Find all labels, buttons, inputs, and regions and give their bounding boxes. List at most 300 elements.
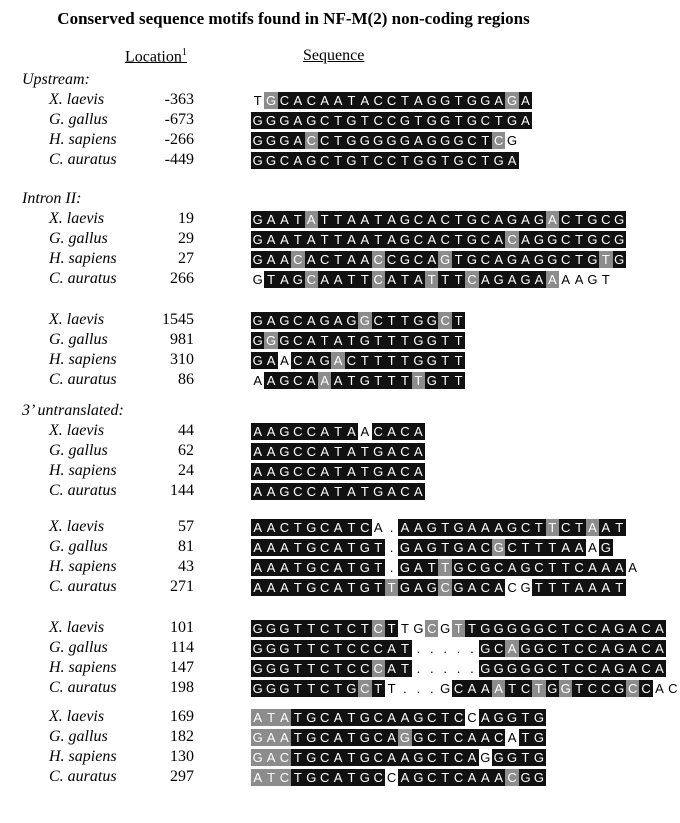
location-value: 62: [178, 442, 194, 459]
nucleotide: A: [305, 352, 318, 369]
species-name: G. gallus: [49, 538, 108, 555]
nucleotide: .: [412, 660, 425, 677]
nucleotide: C: [641, 641, 651, 656]
nucleotide: A: [412, 559, 425, 576]
nucleotide: G: [306, 520, 317, 535]
nucleotide: A: [345, 231, 358, 248]
nucleotide: G: [507, 661, 518, 676]
nucleotide: T: [572, 519, 585, 536]
nucleotide: C: [427, 710, 437, 725]
nucleotide: T: [385, 579, 398, 596]
nucleotide: T: [572, 680, 585, 697]
nucleotide: G: [346, 133, 357, 148]
nucleotide: A: [385, 231, 398, 248]
species-name: X. laevis: [49, 91, 105, 108]
nucleotide: T: [438, 519, 451, 536]
nucleotide: G: [319, 313, 330, 328]
nucleotide: A: [492, 680, 505, 697]
nucleotide: G: [399, 252, 411, 267]
nucleotide: G: [413, 153, 424, 168]
nucleotide: G: [399, 540, 411, 555]
nucleotide: C: [427, 621, 437, 636]
sequence-row: [251, 152, 519, 169]
nucleotide: G: [426, 93, 437, 108]
nucleotide: A: [385, 271, 398, 288]
nucleotide: T: [438, 559, 451, 576]
sequence-row: [251, 443, 425, 460]
nucleotide: T: [546, 579, 559, 596]
nucleotide: T: [291, 519, 304, 536]
sequence-row: [251, 92, 532, 109]
nucleotide: C: [306, 464, 316, 479]
nucleotide: C: [306, 133, 316, 148]
sequence-column-header: Sequence: [303, 47, 365, 64]
nucleotide: G: [614, 212, 625, 227]
nucleotide: G: [386, 133, 397, 148]
nucleotide: A: [385, 660, 398, 677]
nucleotide: G: [306, 540, 317, 555]
nucleotide: G: [252, 681, 263, 696]
nucleotide: G: [266, 153, 277, 168]
nucleotide: A: [305, 251, 318, 268]
species-name: H. sapiens: [49, 131, 117, 148]
nucleotide: A: [372, 519, 385, 536]
nucleotide: C: [306, 444, 316, 459]
nucleotide: T: [385, 680, 398, 697]
nucleotide: T: [613, 579, 626, 596]
nucleotide: C: [547, 661, 557, 676]
nucleotide: C: [587, 661, 598, 676]
nucleotide: C: [319, 153, 330, 168]
nucleotide: A: [331, 769, 344, 786]
nucleotide: C: [360, 520, 370, 535]
nucleotide: T: [438, 372, 451, 389]
nucleotide: T: [452, 620, 465, 637]
species-name: H. sapiens: [49, 250, 117, 267]
nucleotide: C: [641, 681, 651, 696]
species-name: H. sapiens: [49, 462, 117, 479]
nucleotide: T: [572, 211, 585, 228]
sequence-row: [251, 312, 465, 329]
nucleotide: G: [493, 621, 504, 636]
nucleotide: G: [466, 212, 477, 227]
nucleotide: T: [452, 112, 465, 129]
nucleotide: G: [440, 252, 451, 267]
nucleotide: T: [559, 620, 572, 637]
nucleotide: G: [533, 710, 544, 725]
nucleotide: C: [293, 424, 303, 439]
nucleotide: A: [412, 579, 425, 596]
nucleotide: A: [492, 211, 505, 228]
nucleotide: G: [533, 621, 544, 636]
nucleotide: G: [614, 252, 625, 267]
nucleotide: G: [426, 113, 437, 128]
nucleotide: G: [426, 520, 437, 535]
nucleotide: G: [346, 313, 357, 328]
nucleotide: T: [452, 92, 465, 109]
nucleotide: A: [492, 769, 505, 786]
section-label: Upstream:: [22, 71, 90, 88]
nucleotide: T: [291, 539, 304, 556]
nucleotide: A: [492, 92, 505, 109]
nucleotide: T: [291, 729, 304, 746]
nucleotide: G: [359, 373, 370, 388]
species-name: X. laevis: [49, 210, 105, 227]
nucleotide: A: [318, 372, 331, 389]
nucleotide: G: [373, 464, 384, 479]
nucleotide: A: [331, 92, 344, 109]
nucleotide: C: [293, 333, 303, 348]
nucleotide: T: [438, 271, 451, 288]
nucleotide: T: [291, 211, 304, 228]
nucleotide: A: [251, 559, 264, 576]
nucleotide: T: [385, 620, 398, 637]
nucleotide: T: [291, 769, 304, 786]
nucleotide: G: [359, 710, 370, 725]
nucleotide: T: [345, 749, 358, 766]
nucleotide: A: [479, 709, 492, 726]
nucleotide: G: [587, 232, 598, 247]
nucleotide: A: [546, 211, 559, 228]
nucleotide: G: [520, 641, 531, 656]
nucleotide: A: [291, 92, 304, 109]
nucleotide: A: [398, 769, 411, 786]
nucleotide: A: [385, 443, 398, 460]
nucleotide: C: [386, 93, 397, 108]
nucleotide: G: [252, 730, 263, 745]
nucleotide: G: [413, 621, 424, 636]
nucleotide: T: [331, 152, 344, 169]
nucleotide: G: [493, 750, 504, 765]
nucleotide: T: [358, 483, 371, 500]
nucleotide: G: [279, 424, 290, 439]
sequence-row: [251, 519, 626, 536]
nucleotide: A: [626, 640, 639, 657]
nucleotide: G: [426, 373, 437, 388]
nucleotide: C: [319, 710, 330, 725]
section-label: 3’ untranslated:: [22, 402, 124, 419]
nucleotide: .: [465, 640, 478, 657]
nucleotide: A: [318, 423, 331, 440]
species-name: C. auratus: [49, 371, 117, 388]
nucleotide: T: [385, 332, 398, 349]
nucleotide: T: [331, 680, 344, 697]
location-value: 130: [170, 748, 194, 765]
nucleotide: T: [331, 112, 344, 129]
nucleotide: G: [252, 252, 263, 267]
nucleotide: G: [252, 272, 263, 287]
nucleotide: A: [345, 251, 358, 268]
location-value: 169: [170, 708, 194, 725]
nucleotide: G: [279, 621, 290, 636]
nucleotide: C: [346, 353, 357, 368]
nucleotide: G: [279, 681, 290, 696]
nucleotide: T: [345, 539, 358, 556]
nucleotide: A: [412, 443, 425, 460]
nucleotide: G: [480, 621, 491, 636]
nucleotide: T: [479, 132, 492, 149]
nucleotide: G: [533, 212, 544, 227]
nucleotide: A: [505, 640, 518, 657]
nucleotide: C: [293, 444, 303, 459]
nucleotide: .: [385, 539, 398, 556]
nucleotide: C: [319, 113, 330, 128]
nucleotide: A: [331, 749, 344, 766]
nucleotide: G: [614, 681, 625, 696]
nucleotide: A: [586, 539, 599, 556]
sequence-row: [251, 332, 465, 349]
nucleotide: .: [438, 660, 451, 677]
nucleotide: C: [373, 770, 383, 785]
nucleotide: G: [266, 661, 277, 676]
sequence-row: [251, 483, 425, 500]
sequence-row: [251, 463, 425, 480]
nucleotide: A: [318, 443, 331, 460]
nucleotide: T: [572, 231, 585, 248]
nucleotide: A: [599, 620, 612, 637]
nucleotide: G: [266, 133, 277, 148]
nucleotide: T: [291, 749, 304, 766]
location-value: 19: [178, 210, 194, 227]
nucleotide: C: [480, 113, 491, 128]
nucleotide: T: [358, 620, 371, 637]
nucleotide: T: [372, 332, 385, 349]
nucleotide: G: [480, 93, 491, 108]
nucleotide: T: [264, 271, 277, 288]
nucleotide: G: [493, 272, 504, 287]
sequence-row: [251, 620, 666, 637]
nucleotide: T: [318, 211, 331, 228]
nucleotide: G: [359, 750, 370, 765]
nucleotide: C: [627, 681, 638, 696]
nucleotide: G: [279, 373, 290, 388]
nucleotide: A: [505, 271, 518, 288]
nucleotide: A: [305, 372, 318, 389]
nucleotide: A: [519, 231, 532, 248]
nucleotide: A: [653, 660, 666, 677]
nucleotide: A: [318, 483, 331, 500]
nucleotide: A: [331, 372, 344, 389]
nucleotide: T: [398, 352, 411, 369]
nucleotide: T: [546, 519, 559, 536]
nucleotide: C: [373, 750, 383, 765]
nucleotide: A: [291, 132, 304, 149]
nucleotide: G: [480, 560, 491, 575]
nucleotide: G: [547, 232, 558, 247]
nucleotide: A: [278, 231, 291, 248]
nucleotide: T: [599, 251, 612, 268]
nucleotide: T: [452, 312, 465, 329]
nucleotide: T: [425, 271, 438, 288]
nucleotide: C: [574, 661, 584, 676]
nucleotide: G: [279, 444, 290, 459]
nucleotide: C: [386, 770, 397, 785]
nucleotide: C: [453, 750, 464, 765]
nucleotide: A: [559, 271, 572, 288]
nucleotide: T: [358, 443, 371, 460]
nucleotide: C: [453, 770, 464, 785]
species-name: C. auratus: [49, 270, 117, 287]
location-value: 1545: [162, 311, 194, 328]
nucleotide: A: [345, 483, 358, 500]
nucleotide: A: [586, 519, 599, 536]
nucleotide: A: [599, 579, 612, 596]
species-name: C. auratus: [49, 768, 117, 785]
nucleotide: .: [425, 660, 438, 677]
nucleotide: G: [279, 113, 290, 128]
nucleotide: A: [385, 709, 398, 726]
nucleotide: C: [480, 580, 491, 595]
location-value: 271: [170, 578, 194, 595]
species-name: X. laevis: [49, 311, 105, 328]
nucleotide: G: [399, 232, 411, 247]
nucleotide: G: [520, 621, 531, 636]
nucleotide: G: [292, 272, 303, 287]
nucleotide: A: [291, 152, 304, 169]
location-value: 266: [170, 270, 194, 287]
nucleotide: A: [492, 231, 505, 248]
nucleotide: A: [559, 539, 572, 556]
nucleotide: A: [331, 271, 344, 288]
nucleotide: G: [266, 113, 277, 128]
nucleotide: A: [425, 251, 438, 268]
nucleotide: C: [520, 520, 531, 535]
nucleotide: A: [479, 729, 492, 746]
nucleotide: A: [264, 463, 277, 480]
nucleotide: A: [278, 579, 291, 596]
nucleotide: G: [306, 113, 317, 128]
nucleotide: G: [466, 252, 477, 267]
nucleotide: G: [413, 750, 424, 765]
nucleotide: G: [507, 710, 518, 725]
nucleotide: C: [507, 580, 517, 595]
nucleotide: T: [331, 463, 344, 480]
nucleotide: C: [400, 464, 410, 479]
section-label: Intron II:: [22, 190, 82, 207]
nucleotide: T: [412, 112, 425, 129]
sequence-row: [251, 539, 613, 556]
nucleotide: A: [599, 559, 612, 576]
species-name: X. laevis: [49, 422, 105, 439]
nucleotide: C: [279, 93, 290, 108]
nucleotide: T: [492, 112, 505, 129]
nucleotide: C: [279, 153, 290, 168]
nucleotide: G: [266, 621, 277, 636]
nucleotide: G: [306, 750, 317, 765]
nucleotide: C: [601, 232, 611, 247]
nucleotide: C: [373, 710, 383, 725]
nucleotide: A: [278, 352, 291, 369]
nucleotide: G: [306, 710, 317, 725]
location-value: 310: [170, 351, 194, 368]
nucleotide: T: [331, 423, 344, 440]
nucleotide: A: [385, 463, 398, 480]
nucleotide: A: [358, 231, 371, 248]
sequence-row: [251, 271, 613, 288]
location-header-text: Location: [125, 48, 182, 66]
nucleotide: G: [600, 540, 611, 555]
nucleotide: .: [465, 660, 478, 677]
nucleotide: A: [358, 211, 371, 228]
nucleotide: T: [345, 579, 358, 596]
nucleotide: A: [305, 332, 318, 349]
nucleotide: C: [480, 232, 491, 247]
nucleotide: A: [251, 372, 264, 389]
nucleotide: G: [306, 770, 317, 785]
nucleotide: A: [465, 680, 478, 697]
nucleotide: G: [507, 133, 518, 148]
nucleotide: C: [360, 661, 370, 676]
nucleotide: C: [587, 681, 598, 696]
nucleotide: T: [372, 211, 385, 228]
nucleotide: A: [412, 132, 425, 149]
nucleotide: T: [398, 660, 411, 677]
nucleotide: T: [532, 539, 545, 556]
nucleotide: C: [279, 770, 290, 785]
nucleotide: G: [453, 560, 464, 575]
nucleotide: T: [345, 519, 358, 536]
nucleotide: C: [346, 641, 357, 656]
nucleotide: A: [264, 312, 277, 329]
nucleotide: T: [412, 372, 425, 389]
nucleotide: T: [398, 372, 411, 389]
nucleotide: G: [507, 252, 518, 267]
nucleotide: A: [305, 312, 318, 329]
sequence-row: [251, 132, 519, 149]
nucleotide: A: [345, 423, 358, 440]
nucleotide: C: [427, 730, 437, 745]
nucleotide: G: [426, 333, 437, 348]
nucleotide: C: [360, 641, 370, 656]
nucleotide: T: [358, 463, 371, 480]
nucleotide: A: [586, 559, 599, 576]
species-name: X. laevis: [49, 518, 105, 535]
nucleotide: A: [278, 729, 291, 746]
nucleotide: T: [318, 231, 331, 248]
nucleotide: C: [306, 484, 316, 499]
nucleotide: T: [358, 112, 371, 129]
nucleotide: G: [373, 484, 384, 499]
nucleotide: T: [291, 579, 304, 596]
nucleotide: T: [291, 709, 304, 726]
nucleotide: A: [358, 251, 371, 268]
nucleotide: G: [346, 153, 357, 168]
nucleotide: G: [413, 313, 424, 328]
nucleotide: G: [413, 353, 424, 368]
nucleotide: G: [426, 353, 437, 368]
nucleotide: A: [345, 211, 358, 228]
nucleotide: A: [318, 271, 331, 288]
nucleotide: A: [345, 463, 358, 480]
nucleotide: T: [331, 211, 344, 228]
nucleotide: G: [547, 252, 558, 267]
nucleotide: A: [412, 463, 425, 480]
nucleotide: T: [305, 680, 318, 697]
nucleotide: C: [641, 661, 651, 676]
nucleotide: T: [546, 539, 559, 556]
sequence-row: [251, 680, 680, 697]
nucleotide: T: [398, 92, 411, 109]
nucleotide: A: [251, 423, 264, 440]
nucleotide: C: [574, 560, 584, 575]
nucleotide: T: [331, 132, 344, 149]
nucleotide: G: [533, 750, 544, 765]
nucleotide: T: [425, 559, 438, 576]
nucleotide: A: [385, 423, 398, 440]
nucleotide: G: [507, 212, 518, 227]
nucleotide: A: [264, 251, 277, 268]
nucleotide: C: [319, 621, 330, 636]
